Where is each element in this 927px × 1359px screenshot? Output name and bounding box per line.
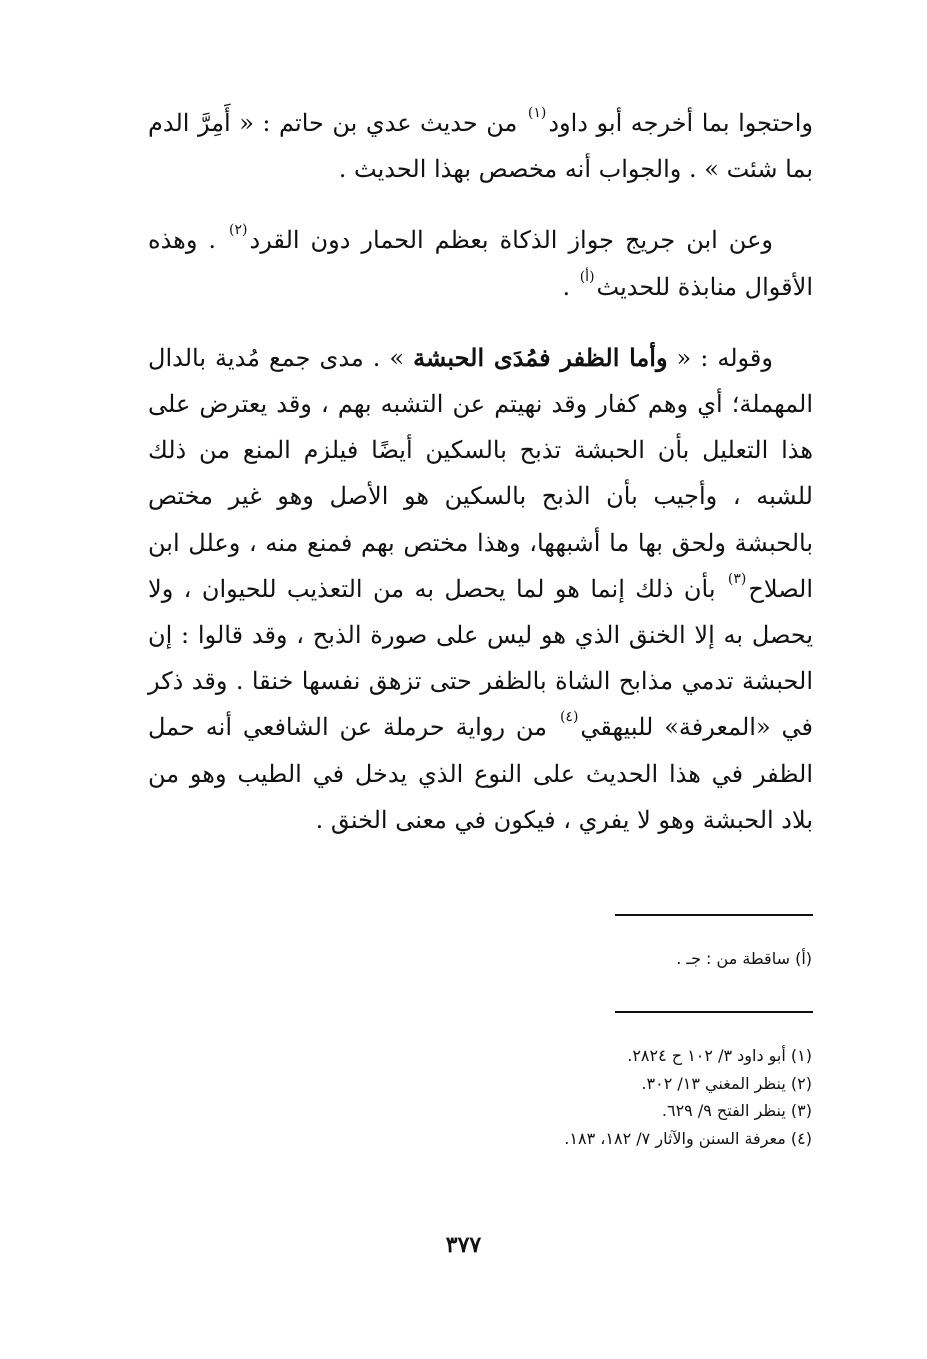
footnote-ref-4[interactable]: (٤) (559, 709, 579, 726)
footnotes-list (400, 1042, 812, 1152)
footnote-item-1: (١) أبو داود ٣/ ١٠٢ ح ٢٨٢٤. (627, 1046, 812, 1065)
paragraph-2 (148, 217, 813, 309)
paragraph-text: بأن ذلك إنما هو لما يحصل به من التعذيب للحيوان ، ولا يحصل به إلا الخنق الذي هو ليس على صورة الذبح ، وقد قالوا : إن الحبشة تدمي مذابح الشاة بالظفر حتى تزهق نفسها خنقا . وقد ذكر في «المعرفة» للبيهقي (148, 574, 813, 742)
footnote-item-2: (٢) ينظر المغني ١٣/ ٣٠٢. (641, 1073, 812, 1093)
quoted-phrase: وأما الظفر فمُدَى الحبشة (413, 342, 668, 372)
page-number: ٣٧٧ (445, 1232, 482, 1258)
paragraph-1 (148, 100, 813, 192)
main-text (148, 100, 813, 843)
variant-note: (أ) ساقطة من : جـ . (676, 949, 812, 968)
footnote-divider-variants (615, 914, 813, 916)
footnote-ref-1[interactable]: (١) (527, 105, 547, 121)
paragraph-text: وعن ابن جريج جواز الذكاة بعظم الحمار دون القرد (249, 226, 773, 255)
paragraph-text: . وهذه الأقوال منابذة للحديث (148, 226, 813, 301)
paragraph-text: من حديث عدي بن حاتم : « أَمِرَّ الدم بما شئت » . والجواب أنه مخصص بهذا الحديث . (148, 109, 813, 184)
footnote-ref-3[interactable]: (٣) (727, 570, 747, 587)
footnote-item-4: (٤) معرفة السنن والآثار ٧/ ١٨٢، ١٨٣. (564, 1128, 812, 1148)
variant-ref-a[interactable]: (أ) (579, 268, 595, 285)
footnote-item-3: (٣) ينظر الفتح ٩/ ٦٢٩. (661, 1101, 812, 1120)
footnote-divider-references (615, 1011, 813, 1013)
paragraph-text: واحتجوا بما أخرجه أبو داود (548, 109, 813, 137)
paragraph-text: . (562, 272, 578, 301)
paragraph-text: من رواية حرملة عن الشافعي أنه حمل الظفر في هذا الحديث على النوع الذي يدخل في الطيب وهو من بلاد الحبشة وهو لا يفري ، فيكون في معنى الخنق . (148, 713, 813, 834)
paragraph-text: » . مدى جمع مُدية بالدال المهملة؛ أي وهم كفار وقد نهيتم عن التشبه بهم ، وقد يعترض على هذا التعليل بأن الحبشة تذبح بالسكين أيضًا فيلزم المنع من ذلك للشبه ، وأجيب بأن الذبح بالسكين هو الأصل وهو غير مختص بالحبشة ولحق بها ما أشبهها، وهذا مختص بهم فمنع منه ، وعلل ابن الصلاح (148, 343, 813, 603)
paragraph-3 (148, 335, 813, 843)
paragraph-text: وقوله : « (667, 343, 773, 372)
footnote-ref-2[interactable]: (٢) (229, 222, 248, 239)
